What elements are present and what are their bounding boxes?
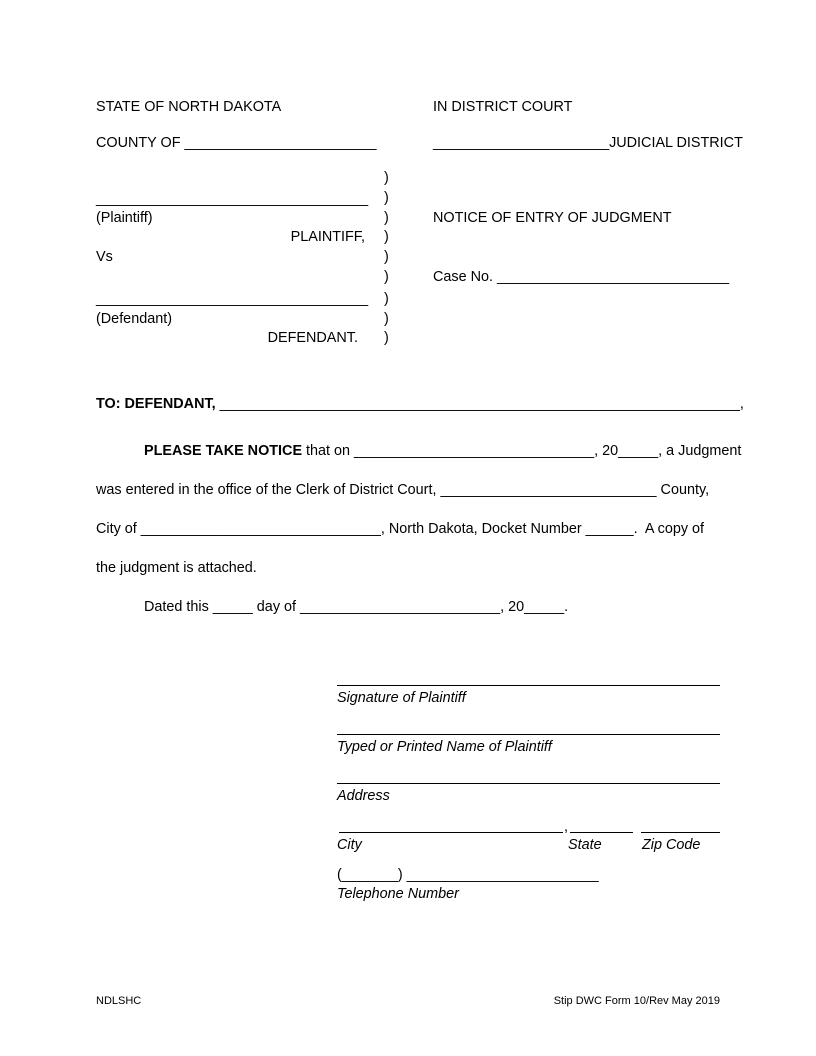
caption-paren: ) — [384, 330, 389, 346]
state-heading: STATE OF NORTH DAKOTA — [96, 99, 282, 115]
caption-paren: ) — [384, 190, 389, 206]
state-line — [570, 832, 633, 833]
plaintiff-role: PLAINTIFF, — [290, 229, 365, 245]
notice-line-3: City of ______________________________, North Dakota, Docket Number ______. A copy of — [96, 521, 705, 537]
notice-rest: that on ______________________________, 20_____, a Judgment — [302, 443, 742, 459]
printed-name-line — [337, 734, 720, 735]
notice-bold: PLEASE TAKE NOTICE — [144, 443, 303, 459]
caption-paren: ) — [384, 291, 389, 307]
caption-paren: ) — [384, 311, 389, 327]
telephone-blank: (_______) ________________________ — [337, 867, 599, 883]
telephone-label: Telephone Number — [337, 886, 459, 902]
versus-label: Vs — [96, 249, 113, 265]
defendant-label: (Defendant) — [96, 311, 172, 327]
footer-right: Stip DWC Form 10/Rev May 2019 — [553, 995, 720, 1007]
document-title: NOTICE OF ENTRY OF JUDGMENT — [433, 210, 672, 226]
city-state-comma: , — [564, 819, 568, 835]
footer-left: NDLSHC — [96, 995, 142, 1007]
caption-paren: ) — [384, 229, 389, 245]
plaintiff-label: (Plaintiff) — [96, 210, 153, 226]
address-label: Address — [337, 788, 390, 804]
zip-line — [641, 832, 720, 833]
city-line — [339, 832, 563, 833]
defendant-name-blank: __________________________________ — [96, 291, 369, 307]
case-number-field: Case No. _____________________________ — [433, 269, 730, 285]
printed-name-label: Typed or Printed Name of Plaintiff — [337, 739, 552, 755]
to-defendant-label: TO: DEFENDANT, — [96, 396, 216, 412]
signature-line — [337, 685, 720, 686]
defendant-role: DEFENDANT. — [267, 330, 358, 346]
state-label: State — [568, 837, 602, 853]
caption-paren: ) — [384, 170, 389, 186]
judicial-district-field: ______________________JUDICIAL DISTRICT — [433, 135, 743, 151]
notice-line-1 — [144, 442, 741, 460]
zip-code-label: Zip Code — [642, 837, 701, 853]
to-defendant-line — [96, 395, 744, 413]
address-line — [337, 783, 720, 784]
county-field: COUNTY OF ________________________ — [96, 135, 377, 151]
to-defendant-blank: _________________________________________________________________, — [215, 396, 744, 412]
caption-paren: ) — [384, 249, 389, 265]
notice-line-4: the judgment is attached. — [96, 560, 257, 576]
court-heading: IN DISTRICT COURT — [433, 99, 573, 115]
caption-paren: ) — [384, 210, 389, 226]
caption-paren: ) — [384, 269, 389, 285]
plaintiff-name-blank: __________________________________ — [96, 191, 369, 207]
signature-label: Signature of Plaintiff — [337, 690, 466, 706]
city-label: City — [337, 837, 362, 853]
notice-line-2: was entered in the office of the Clerk of District Court, ___________________________ County, — [96, 482, 710, 498]
dated-line: Dated this _____ day of _________________________, 20_____. — [144, 599, 569, 615]
